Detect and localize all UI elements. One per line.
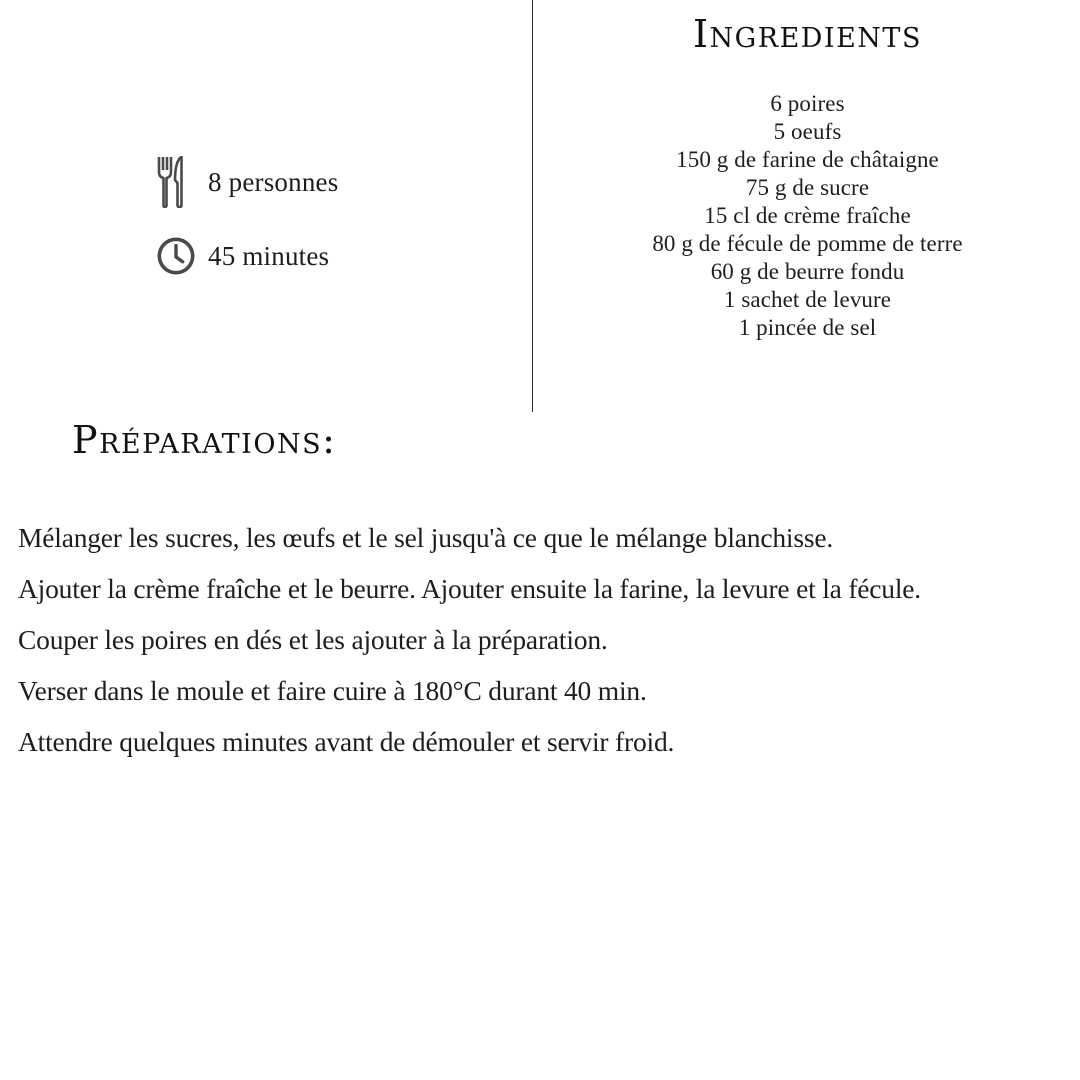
ingredient-item: 75 g de sucre	[745, 175, 870, 200]
ingredient-item: 150 g de farine de châtaigne	[676, 147, 939, 172]
servings-row	[156, 156, 338, 208]
preparation-step: Ajouter la crème fraîche et le beurre. Ajouter ensuite la farine, la levure et la fécule.	[18, 573, 921, 604]
time-row	[156, 234, 329, 278]
preparation-step: Attendre quelques minutes avant de démouler et servir froid.	[18, 726, 675, 757]
ingredient-item: 6 poires	[770, 91, 845, 116]
preparations-title: Préparations:	[72, 418, 337, 462]
preparation-step: Mélanger les sucres, les œufs et le sel jusqu'à ce que le mélange blanchisse.	[18, 522, 834, 553]
ingredient-item: 5 oeufs	[773, 119, 842, 144]
fork-knife-icon	[156, 156, 196, 208]
preparation-steps	[18, 512, 1068, 767]
ingredients-title: Ingredients	[693, 12, 922, 56]
ingredient-item: 15 cl de crème fraîche	[704, 203, 911, 228]
column-divider	[532, 0, 533, 412]
ingredient-item: 1 sachet de levure	[723, 287, 892, 312]
servings-text: 8 personnes	[208, 166, 339, 197]
ingredient-item: 1 pincée de sel	[738, 315, 877, 340]
preparation-step: Verser dans le moule et faire cuire à 180°C durant 40 min.	[18, 675, 647, 706]
preparation-step: Couper les poires en dés et les ajouter à la préparation.	[18, 624, 608, 655]
ingredient-item: 80 g de fécule de pomme de terre	[652, 231, 963, 256]
clock-icon	[156, 234, 196, 278]
ingredient-item: 60 g de beurre fondu	[710, 259, 905, 284]
ingredient-list	[540, 90, 1075, 342]
time-text: 45 minutes	[208, 240, 330, 271]
